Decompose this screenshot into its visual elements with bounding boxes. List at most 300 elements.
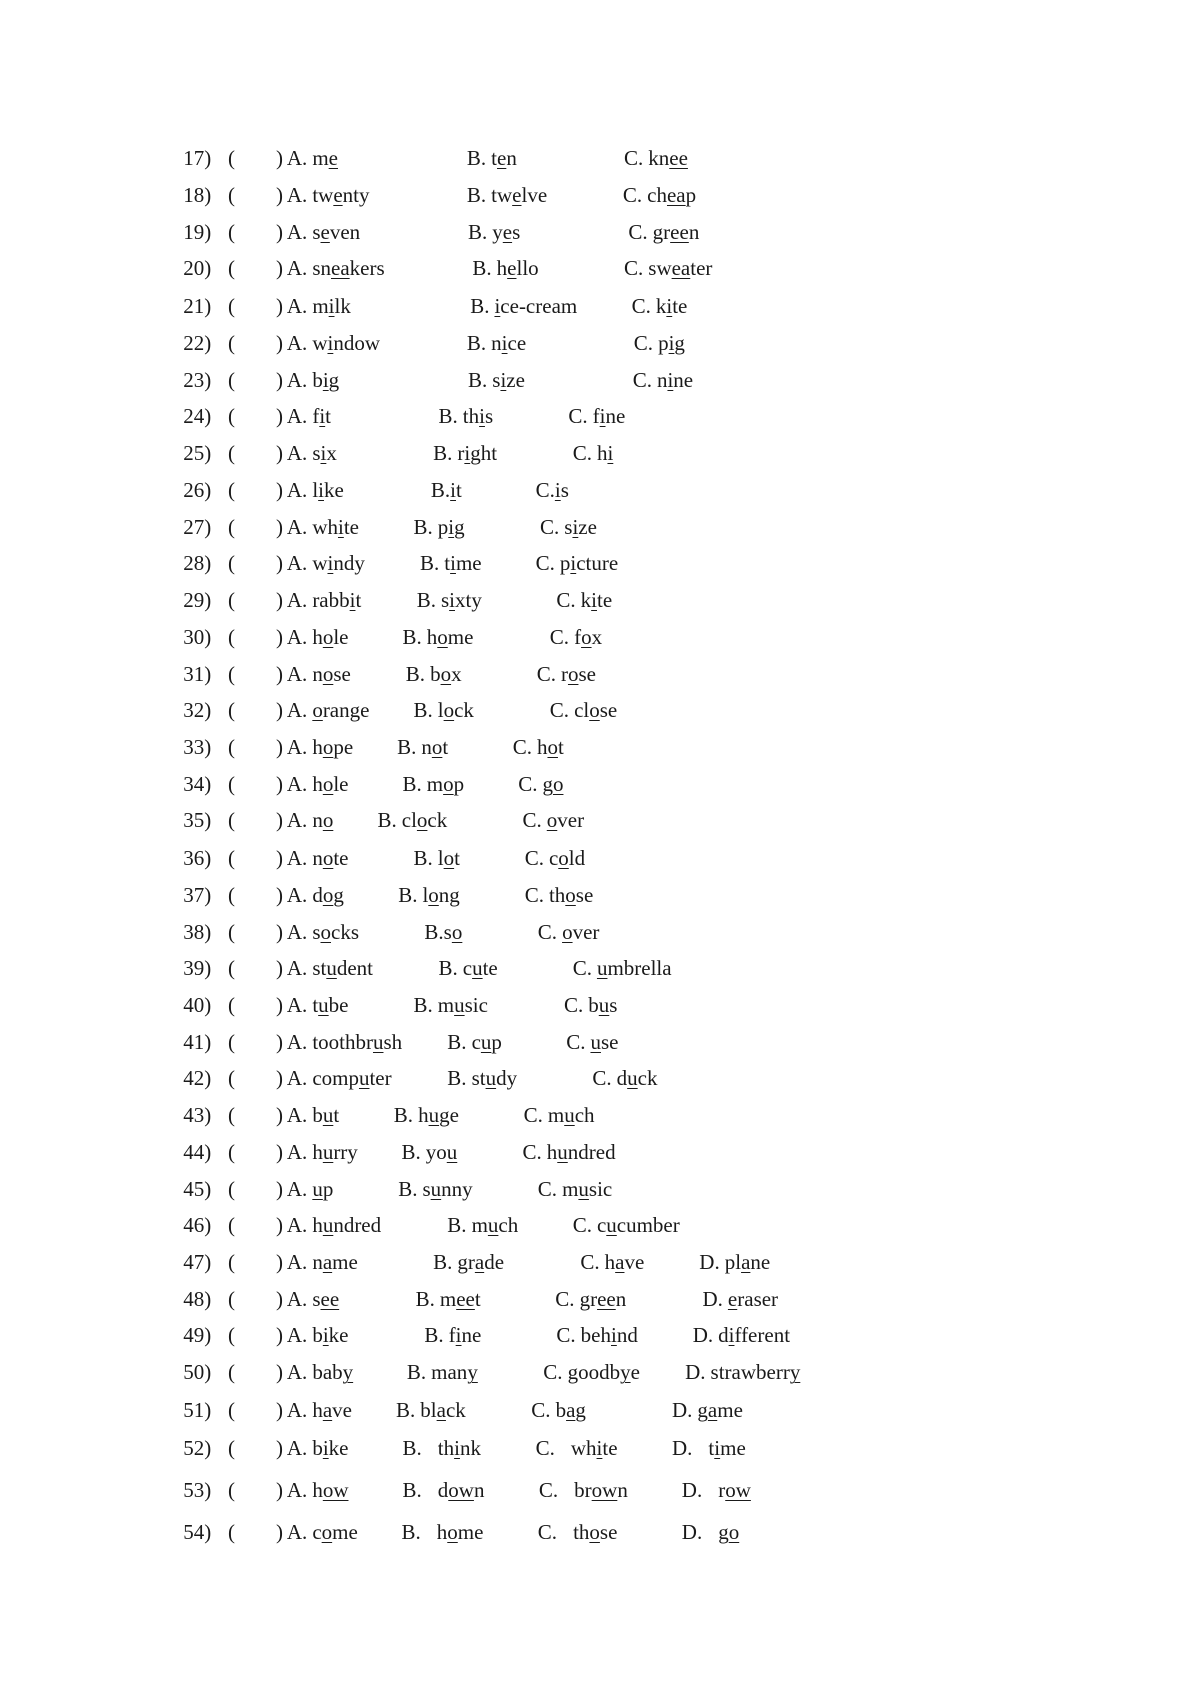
- option-label: C.: [540, 514, 560, 539]
- option-label: A.: [286, 1029, 308, 1054]
- underlined-letters: ee: [597, 1287, 616, 1312]
- option-word: [312, 1030, 402, 1054]
- question-number: 17): [183, 146, 212, 171]
- underlined-letters: o: [552, 772, 564, 797]
- question-number: 50): [183, 1360, 212, 1385]
- word-prefix: tw: [491, 183, 513, 208]
- answer-blank-close-paren: ): [276, 845, 283, 870]
- option-word: [463, 404, 493, 428]
- word-suffix: ndred: [333, 1213, 382, 1238]
- option-word: [312, 441, 337, 465]
- answer-blank-close-paren: ): [276, 1397, 283, 1422]
- underlined-letters: i: [501, 330, 508, 355]
- underlined-letters: o: [416, 808, 428, 833]
- option-label: C.: [572, 1213, 592, 1238]
- word-prefix: g: [542, 772, 553, 797]
- word-suffix: t: [456, 477, 462, 502]
- option-label: B.: [468, 367, 488, 392]
- word-suffix: ck: [445, 1397, 466, 1422]
- option-a: [287, 1476, 349, 1504]
- underlined-letters: u: [596, 955, 608, 980]
- word-prefix: yo: [425, 1140, 447, 1164]
- option-b: [447, 1211, 518, 1239]
- word-suffix: s: [560, 477, 569, 502]
- word-prefix: s: [312, 919, 321, 944]
- option-label: B.: [402, 1478, 422, 1503]
- word-prefix: gr: [457, 1250, 475, 1275]
- answer-blank-close-paren: ): [276, 293, 283, 318]
- answer-blank-close-paren: ): [276, 256, 283, 281]
- option-b: [433, 1248, 504, 1276]
- underlined-letters: i: [714, 1435, 721, 1460]
- word-suffix: t: [557, 735, 564, 760]
- option-a: [287, 329, 380, 357]
- option-label: C.: [549, 698, 570, 723]
- option-b: [396, 1396, 466, 1424]
- word-suffix: ght: [470, 440, 498, 465]
- option-word: [656, 294, 688, 318]
- question-number: 52): [183, 1435, 212, 1460]
- underlined-letters: i: [596, 1435, 603, 1460]
- word-suffix: le: [333, 772, 349, 797]
- underlined-letters: u: [322, 1102, 334, 1127]
- option-a: [287, 1064, 392, 1092]
- option-word: [312, 1398, 352, 1422]
- answer-blank-open-paren: (: [228, 625, 235, 650]
- option-label: B.: [396, 1397, 416, 1422]
- question-row: [0, 181, 1200, 209]
- option-label: D.: [702, 1287, 723, 1312]
- option-c: [536, 476, 569, 504]
- option-word: [647, 183, 696, 207]
- option-label: C.: [523, 1102, 543, 1127]
- option-a: [287, 1101, 339, 1129]
- option-word: [312, 735, 353, 759]
- option-a: [287, 1321, 349, 1349]
- underlined-letters: i: [322, 1435, 329, 1460]
- option-b: [406, 660, 462, 688]
- answer-blank-close-paren: ): [276, 625, 283, 650]
- question-number: 51): [183, 1397, 212, 1422]
- option-word: [312, 183, 369, 207]
- word-prefix: d: [718, 1323, 729, 1348]
- option-label: A.: [286, 955, 308, 980]
- word-suffix: cture: [576, 550, 619, 575]
- option-word: [491, 183, 547, 207]
- option-b: [414, 844, 460, 872]
- option-c: [523, 806, 585, 834]
- option-a: [287, 181, 370, 209]
- underlined-letters: a: [707, 1397, 718, 1422]
- option-a: [287, 1396, 352, 1424]
- option-c: [518, 770, 563, 798]
- answer-blank-open-paren: (: [228, 1519, 235, 1544]
- answer-blank-close-paren: ): [276, 550, 283, 575]
- option-label: D.: [681, 1519, 703, 1544]
- word-suffix: te: [333, 845, 349, 870]
- option-a: [287, 1028, 402, 1056]
- underlined-letters: e: [328, 146, 338, 171]
- question-row: [0, 733, 1200, 761]
- option-b: [424, 1321, 481, 1349]
- question-number: 37): [183, 882, 212, 907]
- option-label: A.: [286, 550, 308, 575]
- word-prefix: cl: [574, 698, 590, 723]
- underlined-letters: u: [446, 1140, 458, 1164]
- word-suffix: s: [512, 220, 521, 245]
- option-word: [438, 1478, 485, 1502]
- option-a: [287, 144, 338, 172]
- question-row: [0, 1211, 1200, 1239]
- word-prefix: n: [312, 662, 323, 687]
- option-word: [597, 441, 613, 465]
- word-prefix: r: [457, 440, 465, 465]
- option-word: [491, 331, 526, 355]
- underlined-letters: i: [450, 477, 456, 502]
- option-word: [422, 883, 459, 907]
- option-word: [588, 993, 617, 1017]
- underlined-letters: a: [741, 1250, 751, 1275]
- option-a: [287, 1434, 349, 1462]
- option-label: B.: [433, 440, 453, 465]
- word-suffix: t: [454, 845, 460, 870]
- word-prefix: p: [559, 550, 571, 575]
- word-prefix: tw: [312, 183, 334, 208]
- answer-blank-open-paren: (: [228, 183, 235, 208]
- answer-blank-open-paren: (: [228, 1435, 235, 1460]
- question-number: 23): [183, 367, 212, 392]
- option-a: [287, 696, 370, 724]
- underlined-letters: o: [567, 662, 579, 687]
- word-suffix: ndow: [333, 330, 380, 355]
- answer-blank-close-paren: ): [276, 440, 283, 465]
- option-word: [653, 220, 700, 244]
- word-prefix: l: [312, 477, 319, 502]
- answer-blank-close-paren: ): [276, 1102, 283, 1127]
- answer-blank-close-paren: ): [276, 882, 283, 907]
- underlined-letters: y: [467, 1360, 478, 1385]
- underlined-letters: i: [322, 1323, 329, 1348]
- option-word: [648, 146, 688, 170]
- word-suffix: nd: [616, 1323, 638, 1348]
- underlined-letters: u: [578, 1177, 589, 1202]
- option-c: [573, 1211, 680, 1239]
- word-suffix: kers: [349, 256, 385, 281]
- answer-blank-open-paren: (: [228, 256, 235, 281]
- option-word: [312, 1478, 348, 1502]
- option-label: C.: [522, 808, 542, 833]
- question-number: 46): [183, 1213, 212, 1238]
- word-suffix: se: [599, 698, 618, 723]
- underlined-letters: a: [436, 1397, 446, 1422]
- option-word: [648, 256, 712, 280]
- question-row: [0, 1175, 1200, 1203]
- word-suffix: me: [455, 550, 482, 575]
- option-label: A.: [286, 1140, 308, 1164]
- word-suffix: be: [328, 992, 349, 1017]
- question-row: [0, 513, 1200, 541]
- word-prefix: w: [312, 330, 328, 355]
- option-c: [550, 696, 617, 724]
- word-prefix: br: [574, 1478, 592, 1503]
- question-number: 21): [183, 293, 212, 318]
- option-label: D.: [681, 1478, 703, 1503]
- option-word: [312, 993, 348, 1017]
- underlined-letters: i: [610, 1323, 617, 1348]
- word-prefix: r: [560, 662, 568, 687]
- option-label: A.: [286, 1065, 308, 1090]
- word-prefix: comp: [312, 1065, 359, 1090]
- option-word: [312, 478, 344, 502]
- underlined-letters: u: [480, 1029, 492, 1054]
- word-prefix: n: [312, 1250, 323, 1275]
- option-b: [439, 402, 494, 430]
- option-a: [287, 844, 349, 872]
- underlined-letters: i: [607, 440, 614, 465]
- question-row: [0, 439, 1200, 467]
- question-number: 18): [183, 183, 212, 208]
- option-a: [287, 1211, 381, 1239]
- word-prefix: s: [564, 514, 573, 539]
- word-prefix: m: [426, 772, 444, 797]
- option-label: C.: [568, 403, 588, 428]
- option-label: A.: [286, 477, 308, 502]
- answer-blank-close-paren: ): [276, 1360, 283, 1385]
- word-prefix: n: [656, 367, 668, 392]
- option-word: [718, 1323, 790, 1347]
- option-word: [597, 956, 672, 980]
- word-prefix: m: [562, 1177, 579, 1202]
- option-label: B.: [447, 1065, 467, 1090]
- option-word: [438, 846, 460, 870]
- word-prefix: pl: [724, 1250, 742, 1275]
- question-number: 39): [183, 955, 212, 980]
- word-prefix: gr: [652, 220, 671, 245]
- word-suffix: se: [575, 882, 594, 907]
- underlined-letters: o: [322, 625, 334, 650]
- option-word: [556, 1398, 586, 1422]
- answer-blank-close-paren: ): [276, 1029, 283, 1054]
- question-row: [0, 292, 1200, 320]
- option-word: [718, 1520, 739, 1544]
- underlined-letters: o: [322, 882, 334, 907]
- option-label: C.: [537, 1519, 558, 1544]
- word-prefix: th: [462, 403, 480, 428]
- option-label: A.: [286, 992, 308, 1017]
- word-prefix: sn: [312, 256, 331, 281]
- option-a: [287, 918, 359, 946]
- word-suffix: x: [591, 625, 603, 650]
- word-prefix: s: [312, 440, 321, 465]
- option-b: [472, 254, 538, 282]
- option-word: [312, 1520, 357, 1544]
- underlined-letters: o: [565, 882, 576, 907]
- question-row: [0, 402, 1200, 430]
- underlined-letters: a: [566, 1397, 576, 1422]
- option-label: A.: [286, 1323, 308, 1348]
- word-prefix: bab: [312, 1360, 343, 1385]
- word-suffix: p: [322, 1177, 334, 1202]
- word-suffix: ze: [506, 367, 525, 392]
- underlined-letters: i: [455, 1323, 462, 1348]
- option-a: [287, 770, 349, 798]
- word-suffix: dy: [496, 1065, 518, 1090]
- option-d: [672, 1396, 743, 1424]
- option-word: [312, 294, 351, 318]
- answer-blank-close-paren: ): [276, 1140, 283, 1164]
- option-label: B.: [401, 1519, 421, 1544]
- option-a: [287, 733, 353, 761]
- option-c: [525, 844, 585, 872]
- word-prefix: p: [437, 514, 449, 539]
- underlined-letters: i: [450, 550, 456, 575]
- word-prefix: f: [574, 625, 582, 650]
- option-word: [605, 1250, 645, 1274]
- word-prefix: goodb: [567, 1360, 621, 1385]
- underlined-letters: a: [322, 1250, 333, 1275]
- option-d: [682, 1476, 751, 1504]
- underlined-letters: i: [500, 367, 507, 392]
- underlined-letters: ow: [591, 1478, 618, 1503]
- answer-blank-close-paren: ): [276, 1065, 283, 1090]
- word-suffix: se: [600, 1029, 619, 1054]
- answer-blank-close-paren: ): [276, 735, 283, 760]
- word-prefix: bl: [420, 1397, 437, 1422]
- question-number: 41): [183, 1029, 212, 1054]
- underlined-letters: o: [451, 919, 463, 944]
- option-word: [472, 1066, 518, 1090]
- word-prefix: b: [555, 1397, 567, 1422]
- word-suffix: ter: [690, 256, 713, 281]
- option-c: [634, 329, 685, 357]
- question-row: [0, 881, 1200, 909]
- word-suffix: ne: [605, 403, 626, 428]
- answer-blank-open-paren: (: [228, 477, 235, 502]
- underlined-letters: o: [443, 772, 454, 797]
- option-a: [287, 1518, 358, 1546]
- option-c: [573, 439, 614, 467]
- word-suffix: ld: [568, 845, 586, 870]
- word-suffix: ver: [572, 919, 600, 944]
- question-row: [0, 1138, 1200, 1166]
- question-number: 53): [183, 1478, 212, 1503]
- word-suffix: de: [484, 1250, 505, 1275]
- answer-blank-close-paren: ): [276, 588, 283, 612]
- option-word: [438, 698, 474, 722]
- underlined-letters: i: [599, 403, 606, 428]
- option-b: [397, 733, 448, 761]
- option-label: C.: [622, 183, 643, 208]
- word-prefix: m: [312, 293, 329, 318]
- option-word: [402, 808, 447, 832]
- option-label: B.: [413, 992, 433, 1017]
- option-d: [693, 1321, 790, 1349]
- answer-blank-close-paren: ): [276, 1213, 283, 1238]
- underlined-letters: u: [590, 1029, 601, 1054]
- question-row: [0, 1358, 1200, 1386]
- option-word: [420, 1398, 466, 1422]
- word-prefix: d: [437, 1478, 449, 1503]
- answer-blank-open-paren: (: [228, 845, 235, 870]
- option-c: [624, 144, 688, 172]
- word-prefix: n: [421, 735, 432, 760]
- option-label: A.: [286, 1478, 308, 1503]
- word-prefix: t: [708, 1435, 715, 1460]
- question-row: [0, 1285, 1200, 1313]
- underlined-letters: o: [558, 845, 569, 870]
- option-label: C.: [628, 220, 648, 245]
- underlined-letters: o: [562, 919, 573, 944]
- answer-blank-open-paren: (: [228, 698, 235, 723]
- underlined-letters: a: [474, 1250, 485, 1275]
- option-c: [623, 181, 696, 209]
- underlined-letters: i: [454, 1435, 460, 1460]
- word-prefix: b: [430, 662, 441, 687]
- underlined-letters: o: [321, 1519, 333, 1544]
- underlined-letters: i: [666, 293, 673, 318]
- word-suffix: ne: [750, 1250, 771, 1275]
- word-suffix: n: [506, 146, 517, 171]
- question-row: [0, 476, 1200, 504]
- underlined-letters: o: [322, 845, 334, 870]
- option-word: [472, 1030, 502, 1054]
- word-suffix: ke: [328, 1435, 349, 1460]
- option-word: [312, 846, 348, 870]
- option-label: C.: [535, 550, 555, 575]
- underlined-letters: i: [322, 367, 329, 392]
- option-b: [468, 366, 525, 394]
- underlined-letters: ow: [725, 1478, 751, 1503]
- option-label: C.: [624, 146, 644, 171]
- option-c: [523, 1138, 616, 1166]
- option-label: C.: [537, 919, 558, 944]
- question-row: [0, 549, 1200, 577]
- option-label: D.: [685, 1360, 706, 1385]
- option-label: B.: [430, 477, 451, 502]
- option-label: C.: [556, 1323, 576, 1348]
- option-label: B.: [406, 1360, 427, 1385]
- question-row: [0, 1064, 1200, 1092]
- answer-blank-close-paren: ): [276, 1287, 283, 1312]
- option-label: B.: [405, 662, 426, 687]
- word-suffix: me: [447, 625, 474, 650]
- word-prefix: beh: [580, 1323, 611, 1348]
- question-number: 27): [183, 514, 212, 539]
- option-a: [287, 806, 333, 834]
- word-suffix: t: [333, 1102, 340, 1127]
- word-prefix: m: [471, 1213, 488, 1238]
- word-suffix: g: [328, 367, 340, 392]
- question-number: 44): [183, 1140, 212, 1164]
- word-prefix: k: [655, 293, 667, 318]
- word-prefix: s: [492, 367, 501, 392]
- word-suffix: t: [355, 588, 362, 612]
- word-prefix: r: [718, 1478, 726, 1503]
- option-label: A.: [286, 256, 308, 281]
- underlined-letters: u: [318, 992, 329, 1017]
- answer-blank-open-paren: (: [228, 1177, 235, 1202]
- answer-blank-open-paren: (: [228, 662, 235, 687]
- word-suffix: sic: [464, 992, 488, 1017]
- option-b: [420, 549, 482, 577]
- option-word: [658, 331, 685, 355]
- underlined-letters: u: [485, 1065, 497, 1090]
- option-b: [402, 1518, 484, 1546]
- word-suffix: nty: [342, 183, 370, 208]
- word-prefix: wh: [570, 1435, 597, 1460]
- word-suffix: me: [717, 1397, 743, 1422]
- option-c: [540, 513, 597, 541]
